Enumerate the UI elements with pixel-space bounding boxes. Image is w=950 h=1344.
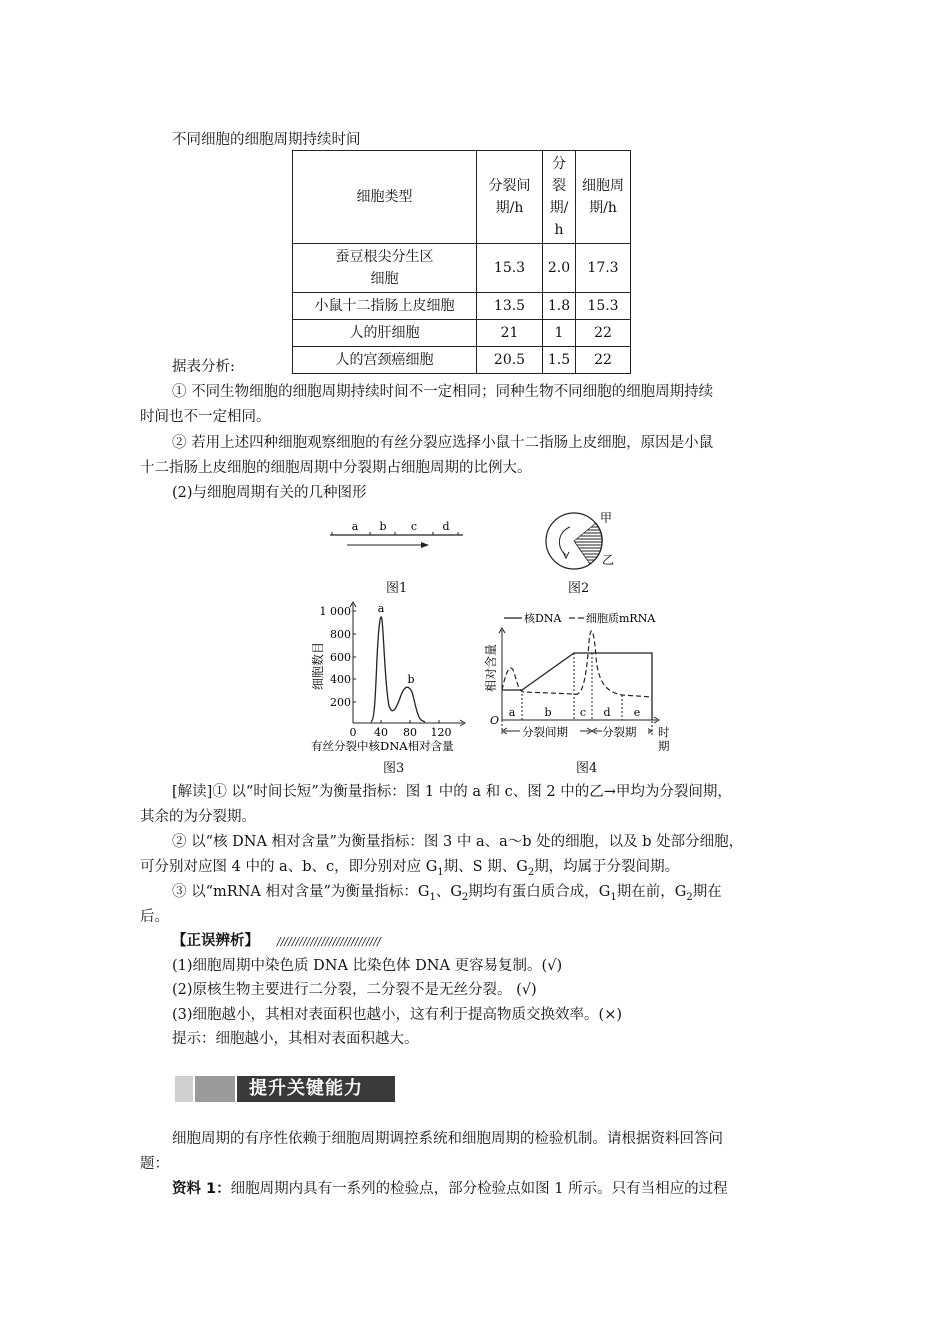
fig4-phase-a: a: [508, 706, 516, 719]
jiedu-p1b: 其余的为分裂期。: [140, 809, 256, 825]
cell-mitosis: 1.5: [543, 347, 576, 374]
zhengwu-slashes: ////////////////////////////: [277, 935, 381, 948]
cell-type: 人的肝细胞: [293, 320, 477, 347]
fig3-ytick: 400: [330, 673, 351, 686]
fig4-origin: O: [490, 714, 500, 727]
table-row: [293, 293, 631, 320]
fig3-ytick: 600: [330, 651, 351, 664]
fig3-ylabel: 细胞数目: [311, 641, 325, 690]
fig4-phase-e: e: [633, 706, 641, 719]
jiedu-p3b: 后。: [140, 909, 169, 925]
fig4-phase-d: d: [603, 706, 611, 719]
cell-type: 人的宫颈癌细胞: [293, 347, 477, 374]
jiedu-p2a: ② 以“核 DNA 相对含量”为衡量指标：图 3 中 a、a～b 处的细胞，以及 b 处部分细胞，: [172, 834, 744, 850]
fig3-xtick: 120: [430, 726, 452, 739]
zhengwu-item-2: (2)原核生物主要进行二分裂，二分裂不是无丝分裂。 (√): [172, 982, 537, 998]
cell-cycle-table: [292, 150, 631, 374]
cell-cycle: 22: [576, 320, 631, 347]
fig3-xtick: 80: [403, 726, 417, 739]
fig3-xtick: 0: [349, 726, 357, 739]
cell-mitosis: 2.0: [543, 244, 576, 293]
jiedu-p2b: 可分别对应图 4 中的 a、b、c，即分别对应 $G_1$期、S 期、$G_2$期，均属于分裂间期。: [140, 859, 680, 878]
fig1-label-a: a: [351, 520, 359, 533]
fig2-label-yi: 乙: [602, 553, 615, 567]
fig4-dna-mrna-chart: [482, 602, 682, 760]
analysis-p2a: ② 若用上述四种细胞观察细胞的有丝分裂应选择小鼠十二指肠上皮细胞，原因是小鼠: [172, 435, 714, 451]
table-header-row: [293, 151, 631, 244]
table-row: [293, 244, 631, 293]
cell-interphase: 13.5: [477, 293, 543, 320]
analysis-lead: 据表分析:: [172, 359, 235, 375]
fig3-xlabel: 有丝分裂中核DNA相对含量: [311, 739, 454, 753]
zhengwu-title: 【正误辨析】: [172, 933, 259, 949]
cell-cycle: 15.3: [576, 293, 631, 320]
cell-type: 小鼠十二指肠上皮细胞: [293, 293, 477, 320]
section-bar-mid: [195, 1076, 235, 1102]
analysis-p1a: ① 不同生物细胞的细胞周期持续时间不一定相同；同种生物不同细胞的细胞周期持续: [172, 384, 714, 400]
fig1-label-c: c: [410, 520, 418, 533]
fig4-phase-c: c: [579, 706, 587, 719]
fig2-cycle-circle: [540, 505, 620, 575]
section-title: 提升关键能力: [237, 1076, 395, 1102]
fig3-xtick: 40: [374, 726, 388, 739]
table-row: [293, 320, 631, 347]
analysis-p2b: 十二指肠上皮细胞的细胞周期中分裂期占细胞周期的比例大。: [140, 460, 532, 476]
bottom-p1a: 细胞周期的有序性依赖于细胞周期调控系统和细胞周期的检验机制。请根据资料回答问: [172, 1131, 723, 1147]
cell-interphase: 21: [477, 320, 543, 347]
fig3-ytick: 800: [330, 628, 351, 641]
fig4-legend-dash: 细胞质mRNA: [586, 612, 656, 625]
jiedu-p1a: [解读]① 以“时间长短”为衡量指标：图 1 中的 a 和 c、图 2 中的乙→甲均为分裂间期，: [172, 784, 732, 800]
fig1-caption: 图1: [386, 581, 408, 596]
bottom-p2: 资料 1：细胞周期内具有一系列的检验点，部分检验点如图 1 所示。只有当相应的过程: [172, 1181, 728, 1197]
fig4-interphase: 分裂间期: [522, 725, 568, 739]
cell-mitosis: 1.8: [543, 293, 576, 320]
fig3-peak-b: b: [407, 673, 415, 686]
fig4-mitosis: 分裂期: [602, 725, 637, 739]
cell-interphase: 20.5: [477, 347, 543, 374]
fig3-ytick: 1 000: [319, 605, 351, 618]
header-interphase: 分裂间期/h: [477, 151, 543, 244]
fig4-phase-b: b: [544, 706, 552, 719]
cell-type: 蚕豆根尖分生区细胞: [293, 244, 477, 293]
zhengwu-item-1: (1)细胞周期中染色质 DNA 比染色体 DNA 更容易复制。(√): [172, 958, 563, 974]
fig4-time-1: 时: [658, 725, 670, 739]
fig4-ylabel: 相对含量: [484, 643, 498, 692]
zhengwu-item-3: (3)细胞越小，其相对表面积也越小，这有利于提高物质交换效率。(×): [172, 1007, 623, 1023]
fig2-caption: 图2: [568, 581, 590, 596]
zhengwu-hint: 提示：细胞越小，其相对表面积越大。: [172, 1031, 419, 1047]
analysis-h2: (2)与细胞周期有关的几种图形: [172, 485, 367, 501]
fig3-histogram: [305, 598, 485, 756]
header-cycle: 细胞周期/h: [576, 151, 631, 244]
section-bar-light: [175, 1076, 193, 1102]
cell-cycle: 22: [576, 347, 631, 374]
jiedu-p3: ③ 以“mRNA 相对含量”为衡量指标：$G_1$、$G_2$期均有蛋白质合成，$G_1$期在前，$G_2$期在: [172, 884, 722, 903]
fig3-ytick: 200: [330, 696, 351, 709]
table-caption: 不同细胞的细胞周期持续时间: [172, 132, 361, 148]
analysis-p1b: 时间也不一定相同。: [140, 409, 271, 425]
fig1-timeline: [325, 515, 470, 555]
header-mitosis: 分裂期/h: [543, 151, 576, 244]
fig2-label-jia: 甲: [600, 511, 613, 525]
zhengwu-heading: [172, 931, 844, 952]
fig1-label-d: d: [442, 520, 450, 533]
material-label: 资料 1：: [172, 1181, 231, 1197]
cell-cycle: 17.3: [576, 244, 631, 293]
fig4-caption: 图4: [576, 761, 598, 776]
fig4-time-2: 期: [658, 739, 670, 753]
bottom-p1b: 题：: [140, 1156, 169, 1172]
jiedu-label: [解读]: [172, 784, 213, 800]
cell-mitosis: 1: [543, 320, 576, 347]
fig3-caption: 图3: [383, 761, 405, 776]
fig4-legend-solid: 核DNA: [524, 612, 562, 625]
header-cell-type: 细胞类型: [293, 151, 477, 244]
cell-interphase: 15.3: [477, 244, 543, 293]
fig3-peak-a: a: [377, 602, 385, 615]
fig1-label-b: b: [379, 520, 387, 533]
